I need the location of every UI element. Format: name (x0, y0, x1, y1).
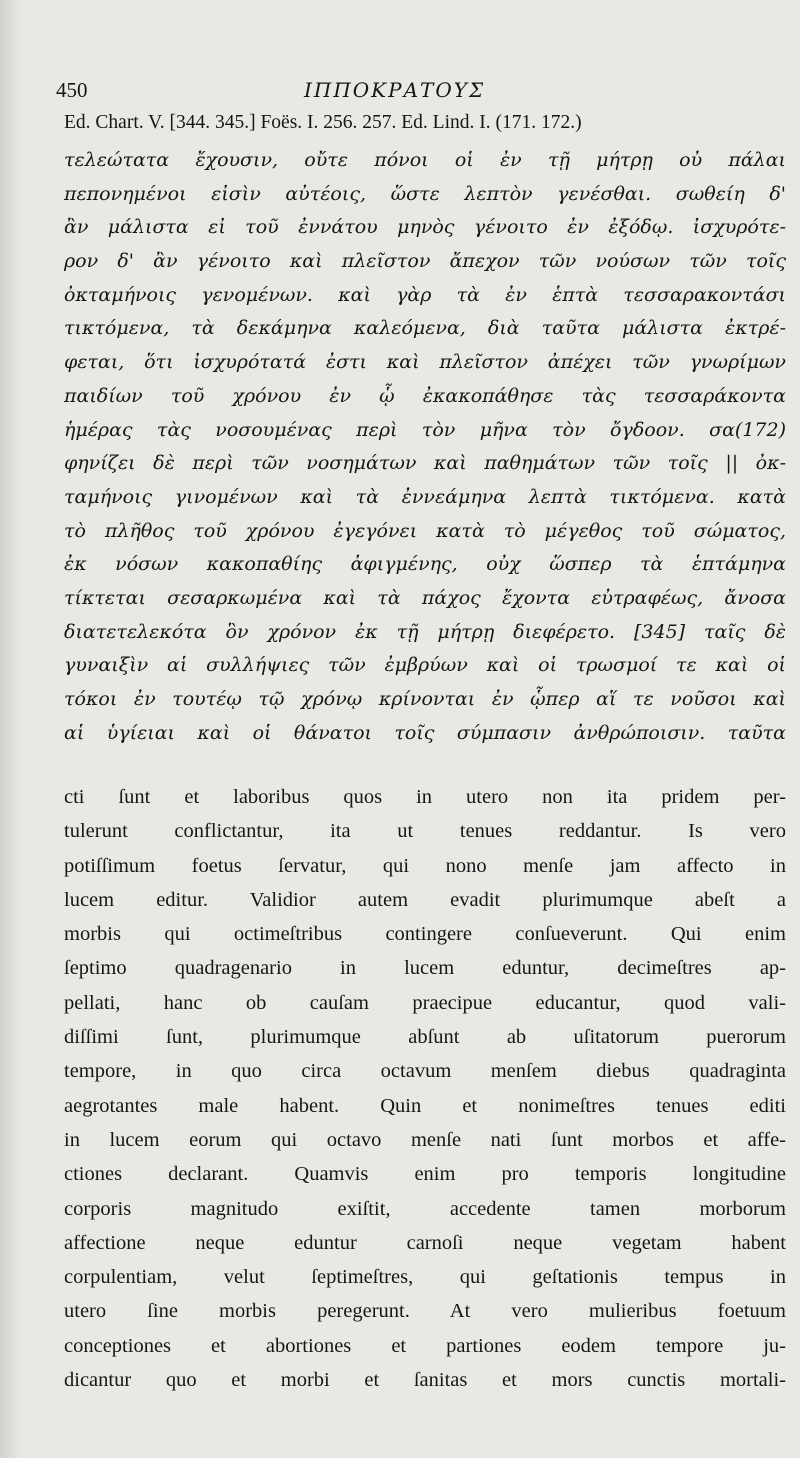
edition-references: Ed. Chart. V. [344. 345.] Foës. I. 256. 257. Ed. Lind. I. (171. 172.) (64, 112, 582, 133)
greek-line: τελεώτατα ἔχουσιν, οὔτε πόνοι οἱ ἐν τῇ μήτρῃ οὐ πάλαι (64, 149, 786, 171)
greek-line: ἡμέρας τὰς νοσουμένας περὶ τὸν μῆνα τὸν ὄγδοον. σα(172) (64, 418, 786, 441)
greek-line: ρον δ' ἂν γένοιτο καὶ πλεῖστον ἄπεχον τῶν νούσων τῶν τοῖς (64, 250, 786, 273)
greek-line: γυναιξὶν αἱ συλλήψιες τῶν ἐμβρύων καὶ οἱ τρωσμοί τε καὶ οἱ (64, 654, 786, 677)
greek-line: τόκοι ἐν τουτέῳ τῷ χρόνῳ κρίνονται ἐν ᾧπερ αἵ τε νοῦσοι καὶ (64, 688, 786, 710)
latin-line: corporis magnitudo exiſtit, accedente tamen morborum (64, 1197, 786, 1220)
greek-line: φηνίζει δὲ περὶ τῶν νοσημάτων καὶ παθημάτων τῶν τοῖς || ὀκ- (64, 452, 786, 475)
latin-line: potiſſimum foetus ſervatur, qui nono menſe jam affecto in (64, 854, 786, 877)
greek-line: ἐκ νόσων κακοπαθίης ἀφιγμένης, οὐχ ὥσπερ τὰ ἑπτάμηνα (64, 553, 786, 576)
greek-line: διατετελεκότα ὃν χρόνον ἐκ τῇ μήτρῃ διεφέρετο. [345] ταῖς δὲ (64, 620, 786, 643)
latin-line: ſeptimo quadragenario in lucem eduntur, decimeſtres ap- (64, 957, 786, 980)
latin-line: conceptiones et abortiones et partiones eodem tempore ju- (64, 1334, 786, 1357)
greek-line: ἂν μάλιστα εἰ τοῦ ἐννάτου μηνὸς γένοιτο ἐν ἐξόδῳ. ἰσχυρότε- (64, 216, 786, 239)
latin-line: aegrotantes male habent. Quin et nonimeſtres tenues editi (64, 1094, 786, 1117)
running-title: ΙΠΠΟΚΡΑΤΟΥΣ (304, 78, 486, 102)
latin-line: tempore, in quo circa octavum menſem diebus quadraginta (64, 1060, 786, 1083)
greek-line: πεπονημένοι εἰσὶν αὐτέοις, ὥστε λεπτὸν γενέσθαι. σωθείη δ' (64, 182, 786, 205)
latin-line: in lucem eorum qui octavo menſe nati ſunt morbos et affe- (64, 1128, 786, 1151)
page-number: 450 (56, 78, 88, 102)
latin-line: pellati, hanc ob cauſam praecipue educantur, quod vali- (64, 991, 786, 1014)
latin-line: affectione neque eduntur carnoſi neque vegetam habent (64, 1231, 786, 1254)
greek-line: παιδίων τοῦ χρόνου ἐν ᾧ ἐκακοπάθησε τὰς τεσσαράκοντα (64, 384, 786, 407)
page-header (48, 70, 760, 110)
greek-line: τικτόμενα, τὰ δεκάμηνα καλεόμενα, διὰ ταῦτα μάλιστα ἐκτρέ- (64, 317, 786, 340)
greek-line: ὀκταμήνοις γενομένων. καὶ γὰρ τὰ ἐν ἑπτὰ τεσσαρακοντάσι (64, 283, 786, 306)
latin-line: tulerunt conflictantur, ita ut tenues reddantur. Is vero (64, 820, 786, 843)
latin-line: diſſimi ſunt, plurimumque abſunt ab uſitatorum puerorum (64, 1026, 786, 1049)
latin-line: corpulentiam, velut ſeptimeſtres, qui geſtationis tempus in (64, 1266, 786, 1289)
latin-line: utero ſine morbis peregerunt. At vero mulieribus foetuum (64, 1300, 786, 1323)
greek-line: τὸ πλῆθος τοῦ χρόνου ἐγεγόνει κατὰ τὸ μέγεθος τοῦ σώματος, (64, 519, 786, 542)
latin-line: morbis qui octimeſtribus contingere conſueverunt. Qui enim (64, 923, 786, 946)
greek-line: τίκτεται σεσαρκωμένα καὶ τὰ πάχος ἔχοντα εὐτραφέως, ἄνοσα (64, 586, 786, 609)
greek-line: φεται, ὅτι ἰσχυρότατά ἐστι καὶ πλεῖστον ἀπέχει τῶν γνωρίμων (64, 351, 786, 374)
greek-line: αἱ ὑγίειαι καὶ οἱ θάνατοι τοῖς σύμπασιν ἀνθρώποισιν. ταῦτα (64, 721, 786, 744)
latin-line: ctiones declarant. Quamvis enim pro temporis longitudine (64, 1163, 786, 1186)
page-edge-shadow (0, 0, 22, 1458)
latin-line: cti ſunt et laboribus quos in utero non ita pridem per- (64, 786, 786, 808)
greek-text-block (64, 144, 786, 750)
greek-line: ταμήνοις γινομένων καὶ τὰ ἐννεάμηνα λεπτὰ τικτόμενα. κατὰ (64, 485, 786, 508)
latin-line: lucem editur. Validior autem evadit plurimumque abeſt a (64, 888, 786, 911)
latin-text-block (64, 780, 786, 1397)
latin-line: dicantur quo et morbi et ſanitas et mors cunctis mortali- (64, 1369, 786, 1392)
